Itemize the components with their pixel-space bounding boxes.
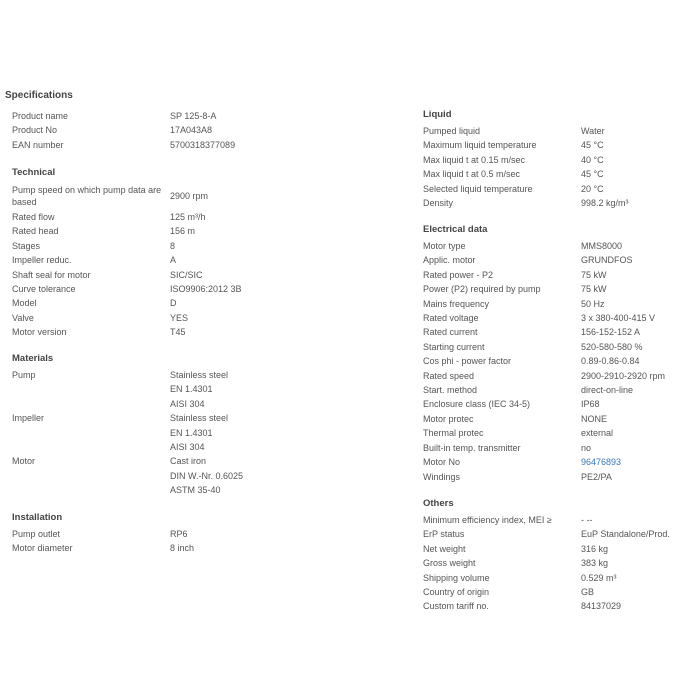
spec-value: 50 Hz: [581, 298, 605, 309]
spec-row: [423, 340, 695, 354]
spec-label: Rated head: [12, 226, 59, 237]
spec-row: [423, 585, 695, 599]
spec-label: Valve: [12, 312, 34, 323]
spec-label: Pumped liquid: [423, 126, 481, 136]
spec-value: A: [170, 255, 177, 266]
spec-value: 156-152-152 A: [581, 327, 641, 338]
spec-row: [12, 368, 280, 411]
motor-no-link[interactable]: 96476893: [581, 457, 622, 468]
spec-value: 2900-2910-2920 rpm: [581, 370, 666, 381]
section-title: Technical: [12, 167, 56, 178]
spec-value: 125 m³/h: [170, 212, 206, 222]
spec-row: [423, 239, 695, 253]
spec-row: [423, 383, 695, 397]
spec-value: 40 °C: [581, 154, 604, 165]
spec-row: [423, 138, 695, 152]
spec-row: [423, 369, 695, 383]
spec-value: 0.529 m³: [581, 572, 617, 583]
spec-value: Stainless steel: [170, 370, 229, 380]
spec-row: [12, 527, 280, 541]
spec-label: Density: [423, 198, 454, 209]
spec-row: [423, 556, 695, 570]
spec-value: SP 125-8-A: [170, 111, 217, 121]
spec-value: 45 °C: [581, 140, 604, 151]
spec-label: Minimum efficiency index, MEI ≥: [423, 515, 552, 525]
spec-label: Start. method: [423, 385, 478, 396]
spec-label: Curve tolerance: [12, 284, 76, 295]
section-electrical: [423, 223, 695, 484]
spec-row: [423, 182, 695, 196]
spec-label: Max liquid t at 0.15 m/sec: [423, 154, 526, 165]
spec-value: 8 inch: [170, 543, 195, 554]
section-materials: [12, 352, 280, 498]
spec-value: 5700318377089: [170, 139, 236, 150]
spec-row: [423, 571, 695, 585]
spec-row: [12, 541, 280, 555]
spec-row: [423, 311, 695, 325]
spec-label: Motor No: [423, 457, 461, 468]
spec-value: Water: [581, 126, 605, 136]
spec-label: Starting current: [423, 341, 485, 352]
spec-label: Applic. motor: [423, 255, 476, 266]
spec-value: EN 1.4301: [170, 427, 213, 438]
spec-label: Mains frequency: [423, 298, 490, 309]
spec-value: 383 kg: [581, 558, 609, 569]
spec-row: [423, 527, 695, 541]
section-liquid: [423, 108, 695, 210]
spec-label: Rated current: [423, 327, 478, 338]
spec-row: [12, 138, 280, 152]
spec-value: 75 kW: [581, 284, 607, 295]
spec-label: Built-in temp. transmitter: [423, 442, 521, 453]
spec-row: [12, 282, 280, 296]
spec-label: Windings: [423, 471, 461, 482]
spec-value: 998.2 kg/m³: [581, 198, 629, 209]
spec-value: NONE: [581, 413, 608, 424]
spec-row: [423, 282, 695, 296]
spec-label: Model: [12, 298, 37, 309]
spec-label: Cos phi - power factor: [423, 356, 512, 367]
spec-value: DIN W.-Nr. 0.6025: [170, 470, 244, 481]
spec-value: direct-on-line: [581, 385, 634, 396]
spec-label: Enclosure class (IEC 34-5): [423, 399, 531, 410]
section-title: Liquid: [423, 109, 452, 120]
spec-value: external: [581, 428, 614, 439]
section-installation: [12, 511, 280, 556]
spec-label: Pump: [12, 370, 36, 380]
spec-row: [12, 325, 280, 339]
spec-label: Motor type: [423, 241, 466, 251]
spec-row: [423, 297, 695, 311]
spec-label: Rated voltage: [423, 313, 479, 324]
section-title: Electrical data: [423, 224, 488, 235]
spec-row: [423, 412, 695, 426]
spec-label: Net weight: [423, 543, 466, 554]
spec-label: Rated flow: [12, 212, 55, 222]
spec-row: [423, 196, 695, 210]
spec-label: Maximum liquid temperature: [423, 140, 537, 151]
spec-label: Thermal protec: [423, 428, 484, 439]
spec-value: Stainless steel: [170, 413, 229, 424]
spec-label: Product name: [12, 111, 69, 121]
spec-row: [12, 454, 280, 497]
page-title: Specifications: [5, 90, 73, 101]
spec-value: no: [581, 442, 592, 453]
spec-value: EuP Standalone/Prod.: [581, 529, 670, 540]
spec-value: AISI 304: [170, 441, 205, 452]
spec-value: PE2/PA: [581, 471, 612, 482]
spec-row: [12, 411, 280, 454]
section-technical: [12, 166, 280, 340]
spec-label: Selected liquid temperature: [423, 183, 533, 194]
section-others: [423, 497, 695, 614]
spec-value: GRUNDFOS: [581, 255, 633, 266]
spec-row: [12, 109, 280, 123]
section-title: Installation: [12, 512, 63, 523]
spec-label: EAN number: [12, 139, 64, 150]
spec-value: 75 kW: [581, 269, 607, 280]
spec-value: AISI 304: [170, 398, 205, 409]
spec-row: [423, 325, 695, 339]
spec-value: MMS8000: [581, 241, 623, 251]
spec-row: [12, 268, 280, 282]
spec-value: - --: [581, 515, 593, 525]
spec-row: [423, 513, 695, 527]
spec-label: Motor: [12, 456, 36, 467]
spec-row: [423, 426, 695, 440]
spec-label: ErP status: [423, 529, 465, 540]
spec-row: [12, 253, 280, 267]
spec-row: [423, 441, 695, 455]
spec-value: 45 °C: [581, 169, 604, 180]
spec-value: 0.89-0.86-0.84: [581, 356, 640, 367]
spec-label: Country of origin: [423, 587, 490, 598]
spec-row: [423, 253, 695, 267]
spec-label: Product No: [12, 125, 58, 136]
spec-row: [423, 397, 695, 411]
spec-label: Shipping volume: [423, 572, 490, 583]
spec-value: IP68: [581, 399, 600, 410]
spec-label: Rated speed: [423, 370, 475, 381]
spec-label: Impeller: [12, 413, 45, 424]
spec-label: Shaft seal for motor: [12, 269, 91, 280]
spec-label: Stages: [12, 240, 41, 251]
spec-label: Motor version: [12, 327, 67, 338]
spec-row: [12, 239, 280, 253]
spec-row: [423, 542, 695, 556]
spec-label: Max liquid t at 0.5 m/sec: [423, 169, 521, 180]
spec-value: ISO9906:2012 3B: [170, 284, 242, 295]
spec-value: GB: [581, 587, 595, 598]
spec-label: Gross weight: [423, 558, 476, 569]
spec-label: Motor protec: [423, 413, 474, 424]
spec-label: Custom tariff no.: [423, 601, 489, 612]
spec-row: [12, 210, 280, 224]
spec-row: [12, 296, 280, 310]
spec-row: [12, 311, 280, 325]
spec-value: 156 m: [170, 226, 196, 237]
spec-value: 520-580-580 %: [581, 341, 643, 352]
section-title: Materials: [12, 353, 54, 364]
spec-value: 84137029: [581, 601, 622, 612]
spec-row: [423, 354, 695, 368]
spec-row: [12, 224, 280, 238]
spec-label: Pump speed on which pump data are based: [12, 185, 162, 207]
section-product: [12, 109, 280, 152]
spec-row: [423, 153, 695, 167]
spec-row: [423, 599, 695, 613]
spec-label: Pump outlet: [12, 529, 61, 539]
spec-row: [423, 268, 695, 282]
spec-value: T45: [170, 327, 186, 338]
spec-value: YES: [170, 312, 189, 323]
spec-value: Cast iron: [170, 456, 207, 467]
spec-label: Motor diameter: [12, 543, 73, 554]
spec-label: Rated power - P2: [423, 269, 494, 280]
spec-label: Power (P2) required by pump: [423, 284, 541, 295]
spec-value: RP6: [170, 529, 188, 539]
spec-row: [423, 470, 695, 484]
spec-value: 3 x 380-400-415 V: [581, 313, 656, 324]
spec-value: 8: [170, 240, 176, 251]
spec-value: SIC/SIC: [170, 269, 203, 280]
spec-value: 316 kg: [581, 543, 609, 554]
spec-value: 2900 rpm: [170, 190, 209, 201]
spec-value: ASTM 35-40: [170, 485, 221, 496]
spec-value: 20 °C: [581, 183, 604, 194]
spec-row: [12, 182, 280, 210]
spec-row: [423, 167, 695, 181]
spec-value: 17A043A8: [170, 125, 213, 136]
spec-value: D: [170, 298, 177, 309]
spec-row: [12, 123, 280, 137]
spec-value: EN 1.4301: [170, 384, 213, 395]
spec-label: Impeller reduc.: [12, 255, 72, 266]
section-title: Others: [423, 498, 454, 509]
spec-row: [423, 124, 695, 138]
spec-row: [423, 455, 695, 469]
